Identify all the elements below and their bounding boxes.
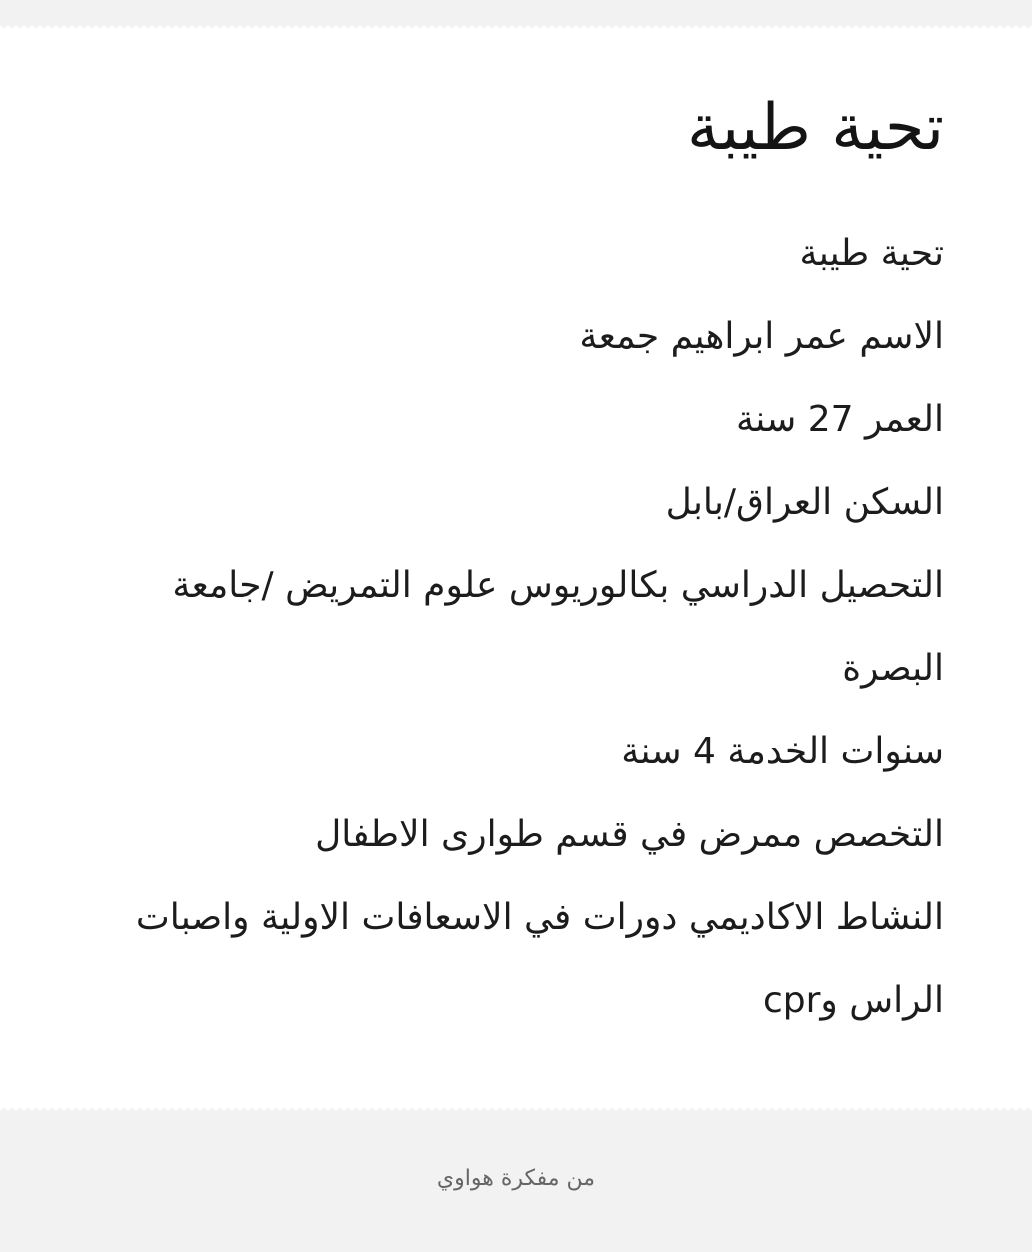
note-line-age: العمر 27 سنة <box>735 399 944 440</box>
note-title: تحية طيبة <box>687 91 944 165</box>
source-label: من مفكرة هواوي <box>436 1166 596 1191</box>
note-line-residence: السكن العراق/بابل <box>665 482 944 523</box>
footer <box>0 1110 1032 1252</box>
note-line-academic-activity: النشاط الاكاديمي دورات في الاسعافات الاولية واصبات الراس وcpr <box>135 897 944 1021</box>
note-card <box>0 26 1032 1110</box>
note-line-specialty: التخصص ممرض في قسم طوارى الاطفال <box>315 814 944 855</box>
note-line-education: التحصيل الدراسي بكالوريوس علوم التمريض /جامعة البصرة <box>172 565 944 689</box>
note-content <box>88 26 944 1042</box>
note-line-service-years: سنوات الخدمة 4 سنة <box>621 731 944 772</box>
note-line-greeting: تحية طيبة <box>799 233 944 274</box>
note-body <box>88 212 944 1042</box>
note-line-name: الاسم عمر ابراهيم جمعة <box>579 316 944 357</box>
